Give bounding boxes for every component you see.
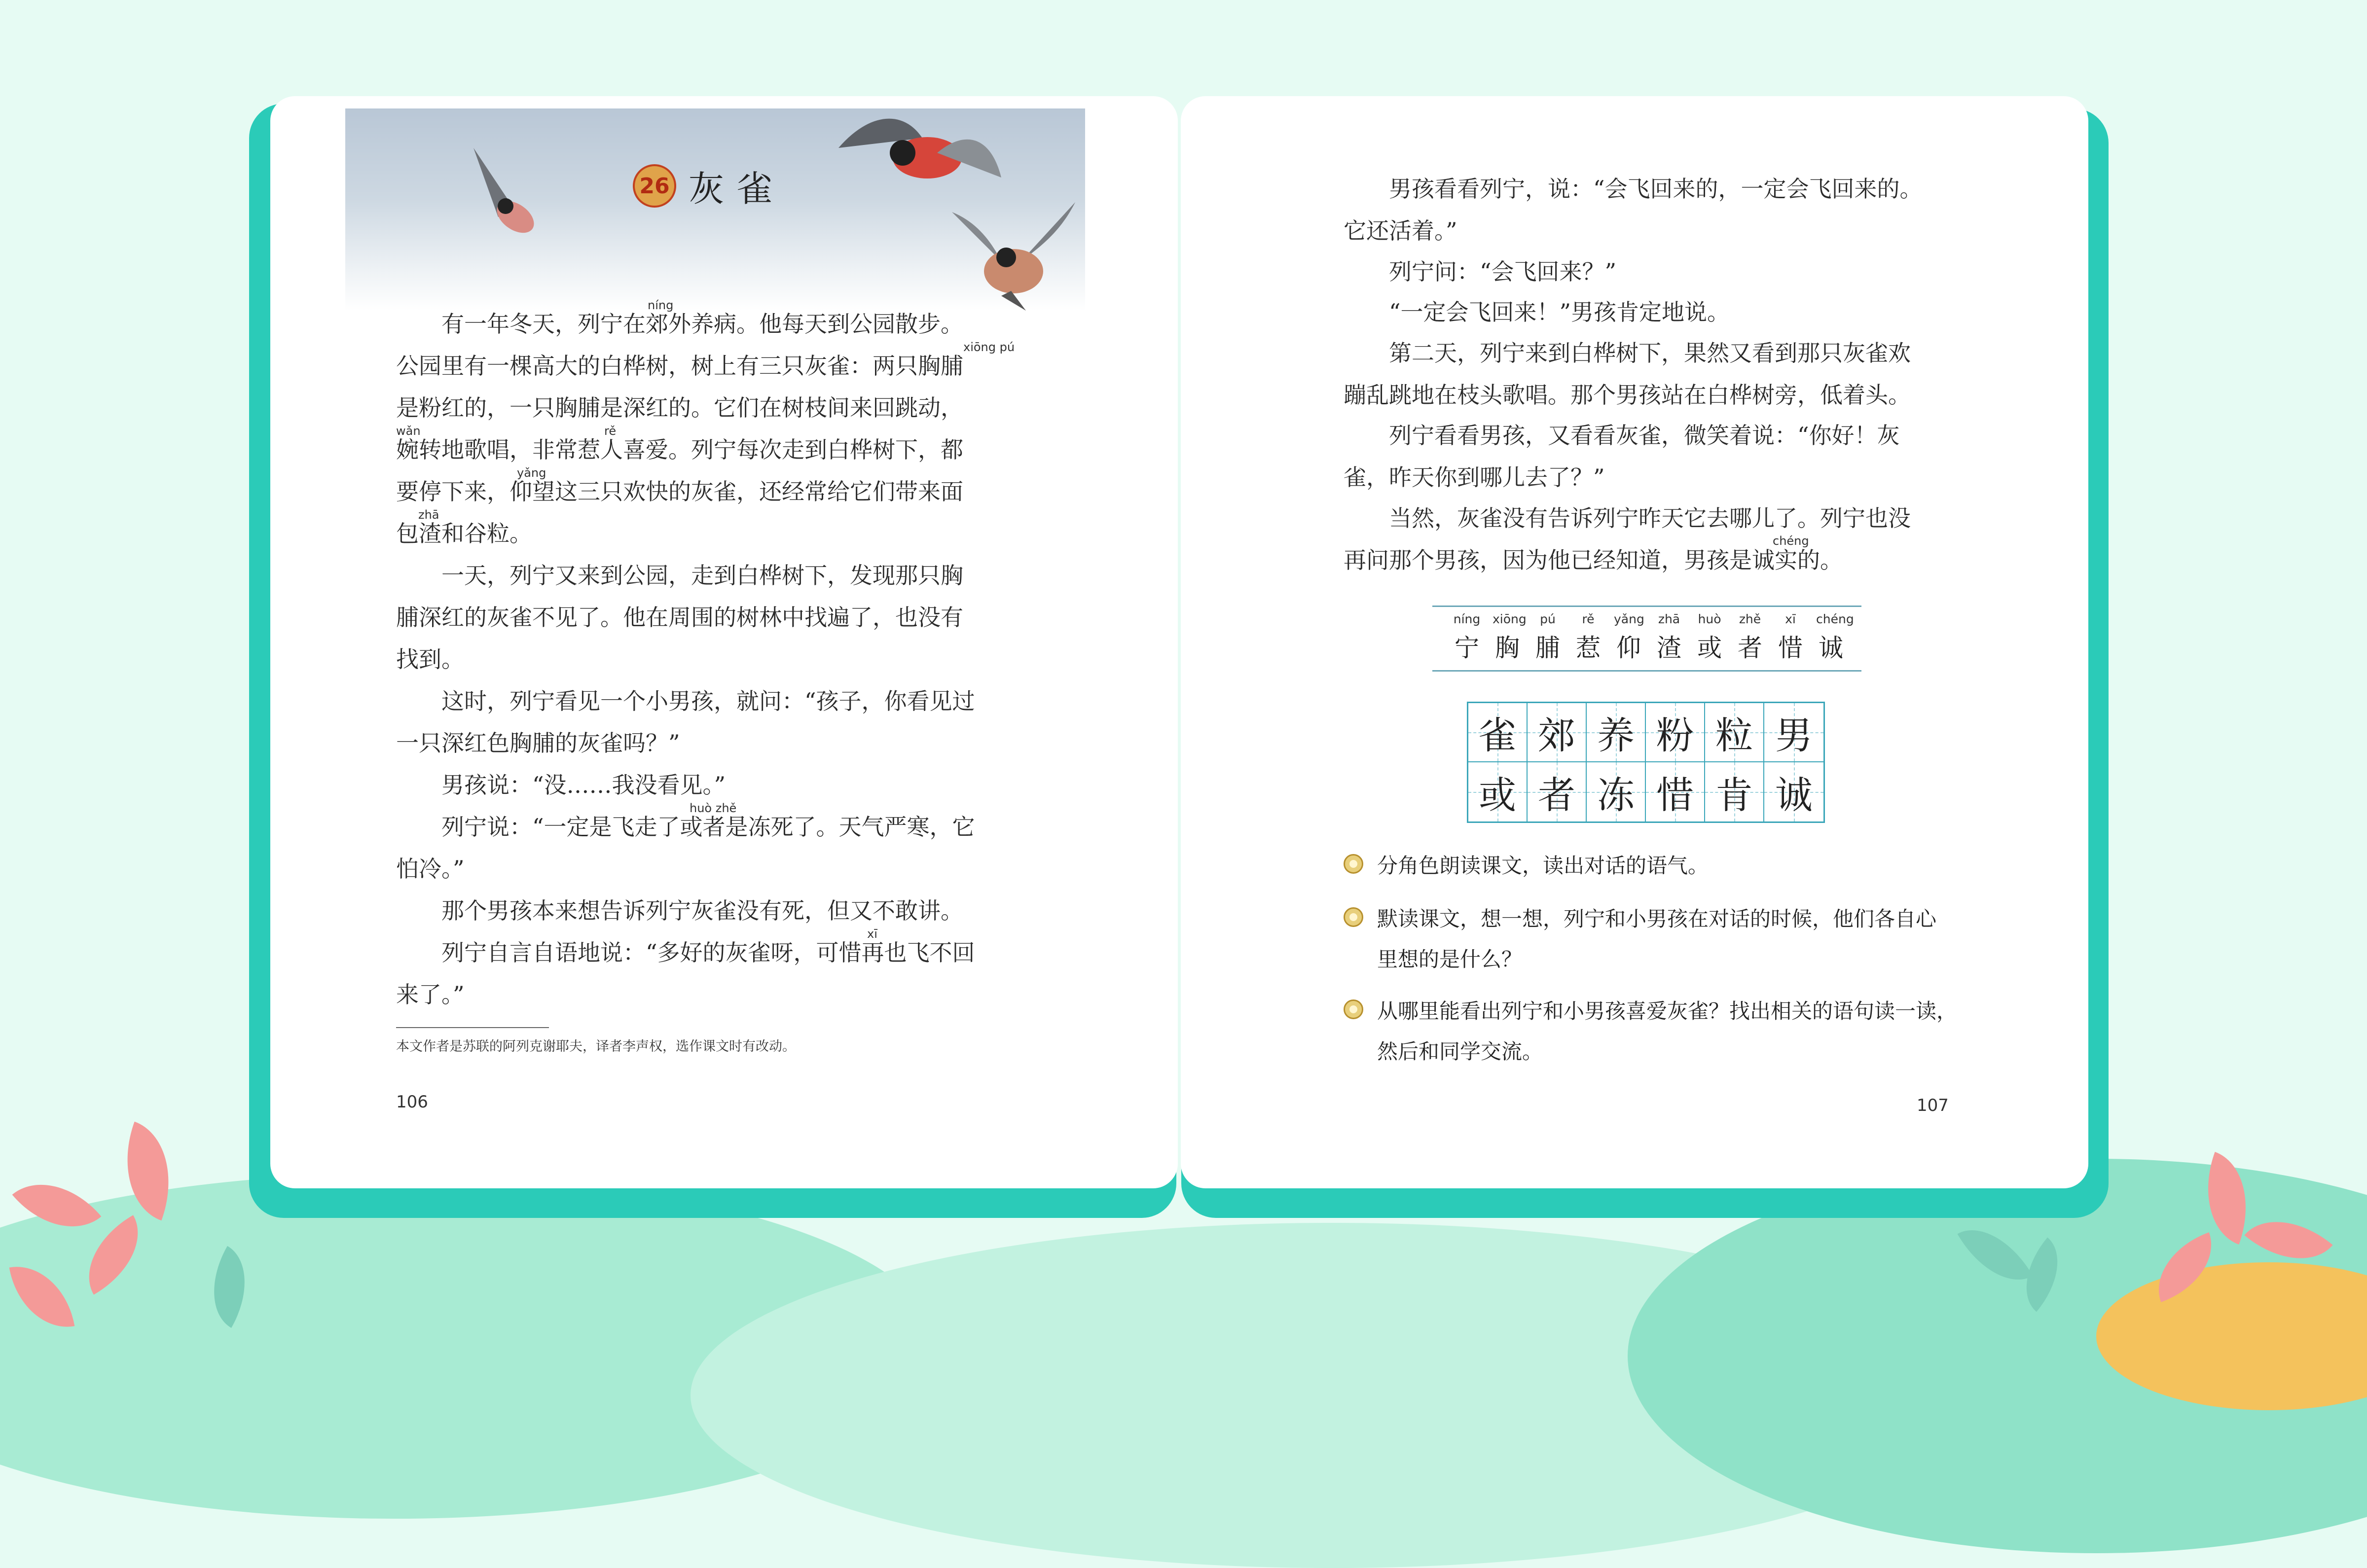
left-page (270, 96, 1178, 1188)
grid-cell: 男 (1764, 703, 1823, 762)
grid-cell: 或 (1468, 762, 1528, 821)
new-word: xī 惜 (1778, 612, 1803, 662)
text-line: 再问那个男孩，因为他已经知道，男孩是诚实的。 (1344, 547, 1843, 573)
page-number: 107 (1917, 1096, 1949, 1115)
new-word: chéng 诚 (1816, 612, 1854, 662)
lesson-title: 灰雀 (689, 168, 786, 210)
grid-cell: 养 (1587, 703, 1646, 762)
pinyin-annotation: xī (867, 927, 877, 941)
text-line: 脯深红的灰雀不见了。他在周围的树林中找遍了，也没有 (396, 604, 963, 631)
text-line: 蹦乱跳地在枝头歌唱。那个男孩站在白桦树旁，低着头。 (1344, 382, 1911, 408)
question-text: 里想的是什么？ (1377, 947, 1523, 971)
text-line: 那个男孩本来想告诉列宁灰雀没有死，但又不敢讲。 (396, 897, 963, 924)
grid-cell: 惜 (1646, 762, 1705, 821)
pinyin-annotation: wǎn (396, 424, 421, 438)
text-line: 这时，列宁看见一个小男孩，就问：“孩子，你看见过 (396, 688, 975, 714)
writing-grid (1467, 702, 1825, 823)
text-line: 包渣和谷粒。 (396, 520, 532, 547)
grid-cell: 郊 (1528, 703, 1587, 762)
bird-illustration (838, 108, 1001, 197)
text-line: 列宁问：“会飞回来？” (1344, 258, 1617, 285)
new-word: xiōng 胸 (1493, 612, 1527, 662)
pinyin-annotation: xiōng pú (963, 340, 1015, 354)
text-line: 要停下来，仰望这三只欢快的灰雀，还经常给它们带来面 (396, 478, 963, 505)
text-line: 男孩看看列宁，说：“会飞回来的，一定会飞回来的。 (1344, 176, 1923, 202)
question-text: 分角色朗读课文，读出对话的语气。 (1377, 854, 1709, 878)
question-text: 然后和同学交流。 (1377, 1039, 1543, 1064)
text-line: 列宁说：“一定是飞走了或者是冻死了。天气严寒，它 (396, 814, 975, 840)
text-line: 找到。 (396, 646, 464, 673)
text-line: 第二天，列宁来到白桦树下，果然又看到那只灰雀欢 (1344, 340, 1911, 366)
text-line: 婉转地歌唱，非常惹人喜爱。列宁每次走到白桦树下，都 (396, 436, 963, 463)
new-word: rě 惹 (1576, 612, 1601, 662)
text-line: 有一年冬天，列宁在郊外养病。他每天到公园散步。 (396, 311, 963, 337)
pinyin-annotation: yǎng (517, 466, 546, 480)
text-line: 怕冷。” (396, 855, 465, 882)
text-line: 是粉红的，一只胸脯是深红的。它们在树枝间来回跳动， (396, 394, 963, 421)
new-word: pú 脯 (1535, 612, 1560, 662)
grid-cell: 冻 (1587, 762, 1646, 821)
right-page (1181, 96, 2088, 1188)
bird-illustration (952, 202, 1080, 311)
pinyin-annotation: chéng (1773, 534, 1809, 548)
text-line: 一天，列宁又来到公园，走到白桦树下，发现那只胸 (396, 562, 963, 589)
grid-cell: 雀 (1468, 703, 1528, 762)
pinyin-annotation: huò zhě (690, 801, 737, 815)
footnote: 本文作者是苏联的阿列克谢耶夫，译者李声权，选作课文时有改动。 (396, 1039, 796, 1054)
grid-cell: 者 (1528, 762, 1587, 821)
new-words-box (1432, 606, 1861, 672)
text-line: 列宁看看男孩，又看看灰雀，微笑着说：“你好！灰 (1344, 422, 1900, 449)
text-line: 列宁自言自语地说：“多好的灰雀呀，可惜再也飞不回 (396, 939, 975, 966)
new-word: zhā 渣 (1657, 612, 1681, 662)
new-word: huò 或 (1697, 612, 1722, 662)
pinyin-annotation: rě (604, 424, 617, 438)
question-text: 从哪里能看出列宁和小男孩喜爱灰雀？找出相关的语句读一读， (1377, 999, 1958, 1023)
pinyin-annotation: zhā (418, 508, 439, 522)
lesson-number-badge: 26 (633, 164, 676, 208)
grid-cell: 肯 (1705, 762, 1764, 821)
text-line: 男孩说：“没……我没看见。” (396, 772, 726, 798)
text-line: 一只深红色胸脯的灰雀吗？” (396, 730, 680, 756)
pinyin-annotation: níng (648, 298, 674, 312)
question-text: 默读课文，想一想，列宁和小男孩在对话的时候，他们各自心 (1377, 907, 1937, 931)
grid-cell: 诚 (1764, 762, 1823, 821)
new-word: yǎng 仰 (1614, 612, 1644, 662)
new-word: níng 宁 (1453, 612, 1481, 662)
text-line: 它还活着。” (1344, 217, 1457, 244)
grid-cell: 粉 (1646, 703, 1705, 762)
text-line: 雀，昨天你到哪儿去了？” (1344, 464, 1605, 491)
page-number: 106 (396, 1092, 428, 1112)
question-bullet-icon (1344, 999, 1363, 1019)
question-bullet-icon (1344, 907, 1363, 927)
new-word: zhě 者 (1738, 612, 1762, 662)
grid-cell: 粒 (1705, 703, 1764, 762)
question-bullet-icon (1344, 854, 1363, 874)
text-line: 来了。” (396, 981, 465, 1008)
text-line: “一定会飞回来！”男孩肯定地说。 (1344, 299, 1730, 325)
bird-illustration (469, 143, 552, 251)
footnote-divider (396, 1027, 549, 1028)
text-line: 公园里有一棵高大的白桦树，树上有三只灰雀：两只胸脯 (396, 353, 963, 379)
text-line: 当然，灰雀没有告诉列宁昨天它去哪儿了。列宁也没 (1344, 505, 1911, 532)
